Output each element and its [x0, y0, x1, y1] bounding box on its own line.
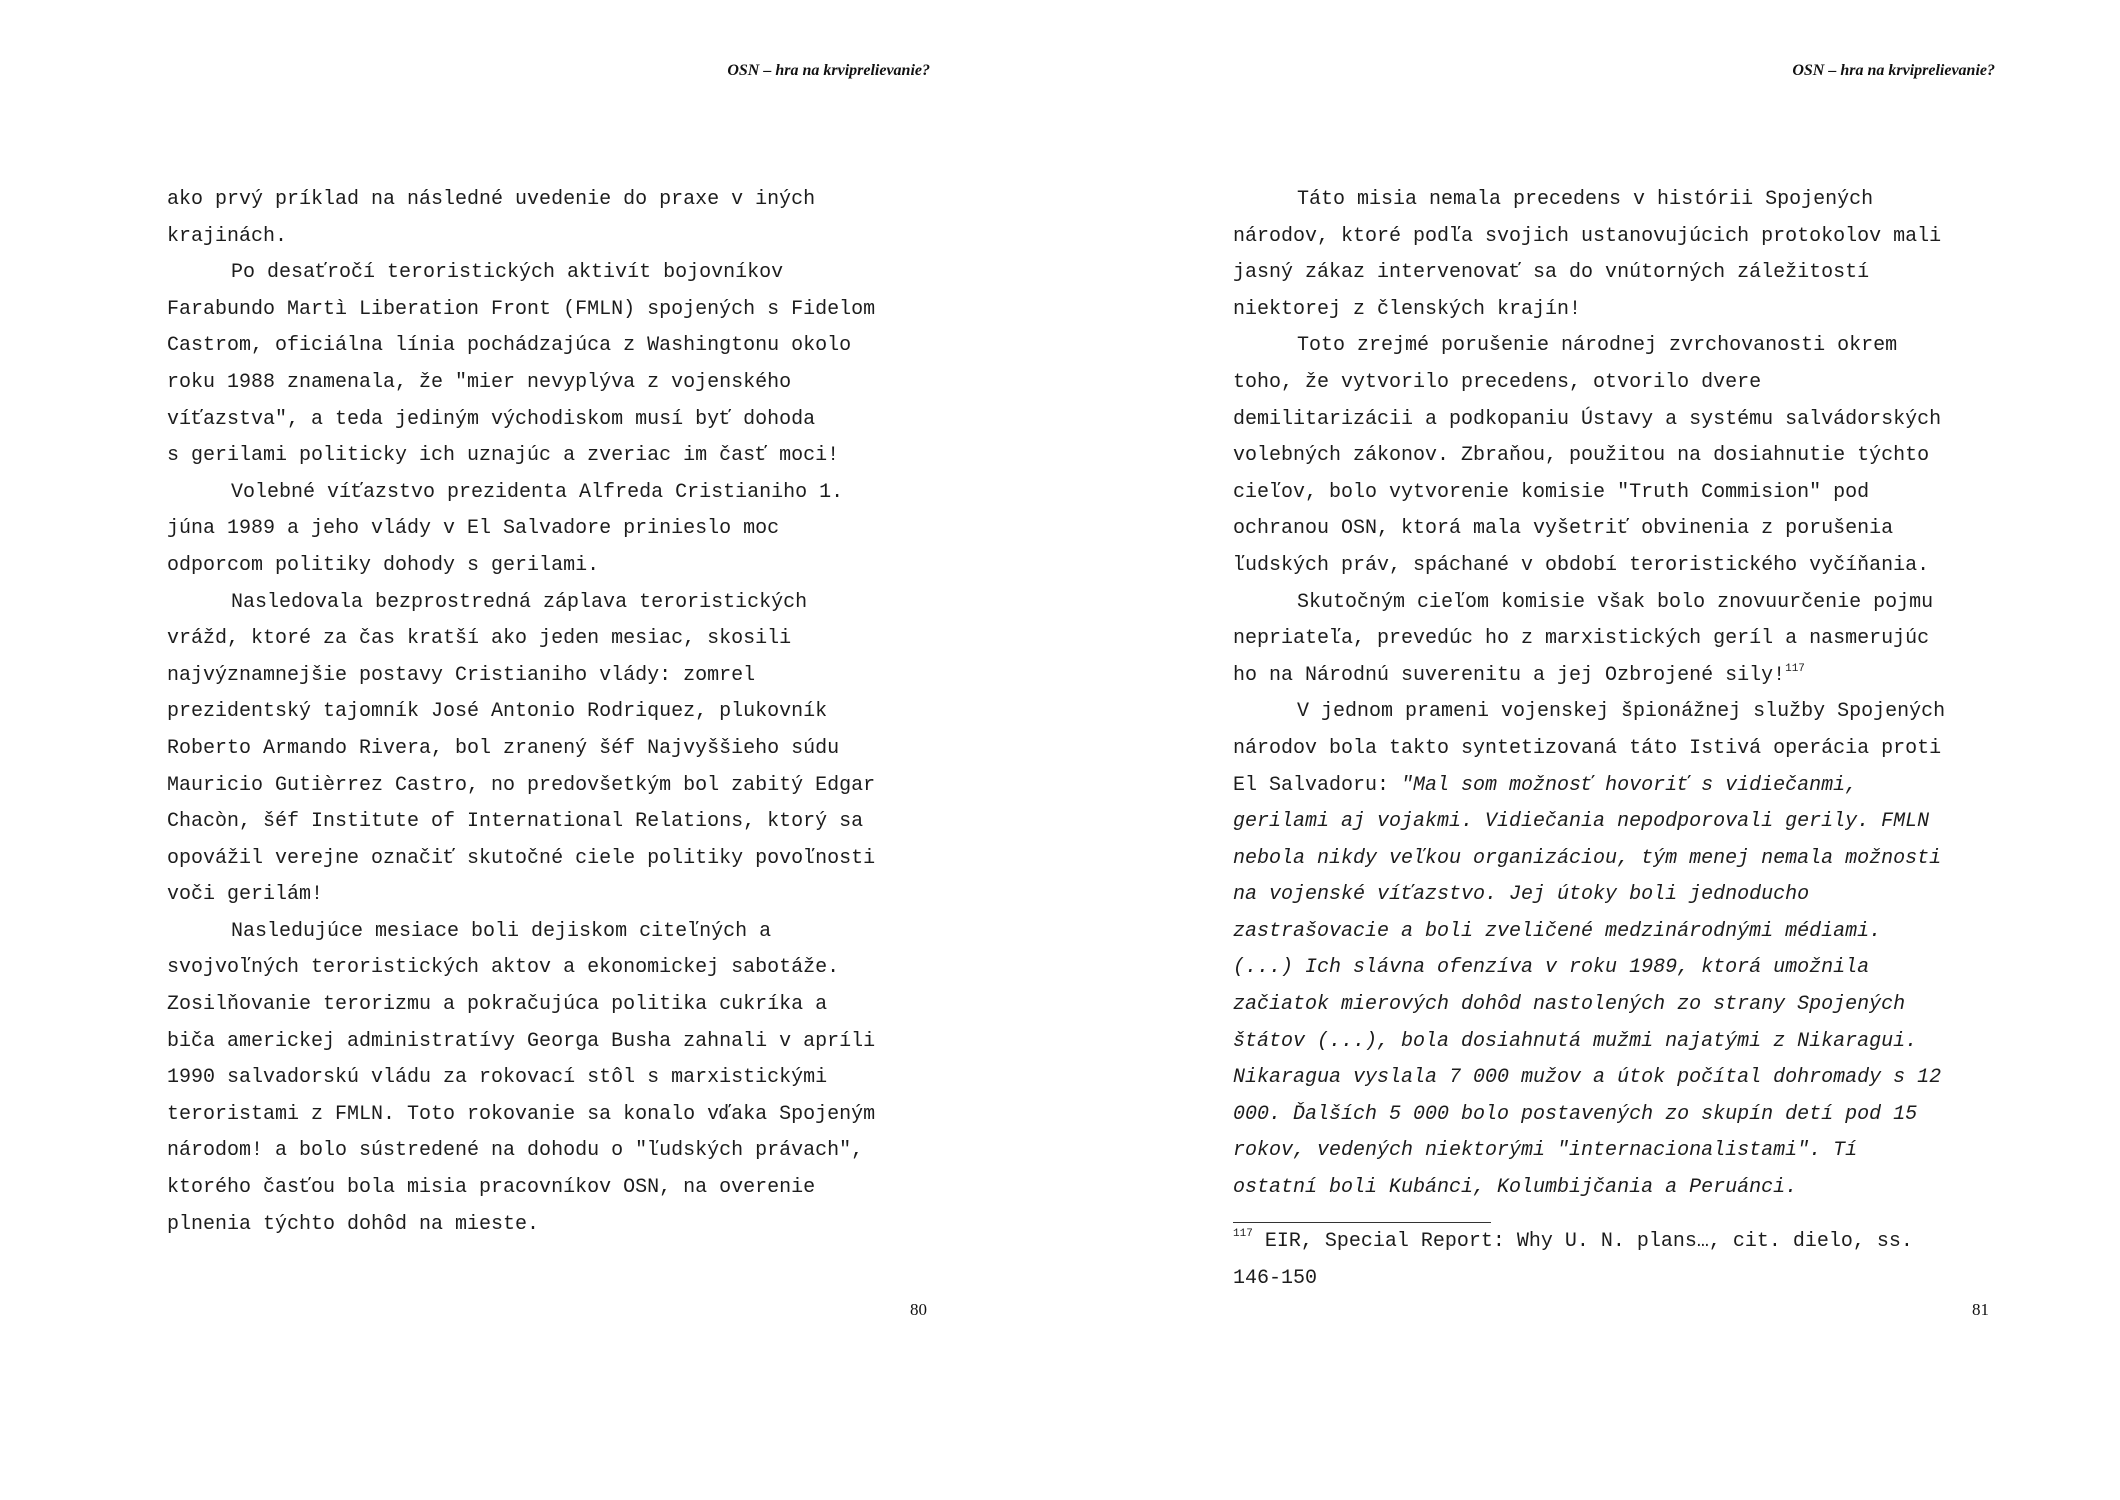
text-line: Toto zrejmé porušenie národnej zvrchovanosti okrem — [1297, 334, 1898, 358]
text-line: cieľov, bolo vytvorenie komisie "Truth Commision" pod — [1233, 480, 1870, 504]
text-line-segment: El Salvadoru: — [1233, 773, 1402, 797]
text-line — [1233, 768, 2023, 805]
text-line: víťazstva", a teda jediným východiskom musí byť dohoda — [167, 407, 816, 431]
footnote-text: EIR, Special Report: Why U. N. plans…, cit. dielo, ss. — [1252, 1230, 1913, 1253]
text-line: národov bola takto syntetizovaná táto Istivá operácia proti — [1233, 736, 1942, 760]
text-line: demilitarizácii a podkopaniu Ústavy a systému salvádorských — [1233, 407, 1942, 431]
text-line: národom! a bolo sústredené na dohodu o "ľudských právach", — [167, 1139, 864, 1163]
text-line: Chacòn, šéf Institute of International Relations, ktorý sa — [167, 810, 864, 834]
text-line: ktorého časťou bola misia pracovníkov OSN, na overenie — [167, 1176, 816, 1200]
footnote-line — [1233, 1224, 2023, 1261]
text-line: Castrom, oficiálna línia pochádzajúca z Washingtonu okolo — [167, 334, 852, 358]
left-page-body — [167, 182, 957, 1243]
running-header-right: OSN – hra na krviprelievanie? — [1792, 62, 1995, 79]
text-line: Zosilňovanie terorizmu a pokračujúca politika cukríka a — [167, 993, 828, 1017]
paragraph — [1233, 182, 2023, 328]
footnote-divider — [1233, 1222, 1491, 1223]
text-line: Nasledujúce mesiace boli dejiskom citeľných a — [231, 919, 772, 943]
text-line: Roberto Armando Rivera, bol zranený šéf Najvyššieho súdu — [167, 736, 840, 760]
text-line — [1233, 658, 2023, 695]
quote-line: štátov (...), bola dosiahnutá mužmi najatými z Nikaragui. — [1233, 1029, 1918, 1053]
text-line: Volebné víťazstvo prezidenta Alfreda Cristianiho 1. — [231, 480, 844, 504]
text-line: plnenia týchto dohôd na mieste. — [167, 1212, 540, 1236]
paragraph — [167, 182, 957, 255]
quote-line: ostatní boli Kubánci, Kolumbijčania a Peruánci. — [1233, 1176, 1798, 1200]
text-line: volebných zákonov. Zbraňou, použitou na dosiahnutie týchto — [1233, 444, 1930, 468]
text-line: teroristami z FMLN. Toto rokovanie sa konalo vďaka Spojeným — [167, 1102, 876, 1126]
footnote-text: 146-150 — [1233, 1266, 1318, 1290]
text-line: krajinách. — [167, 224, 288, 248]
text-line: toho, že vytvorilo precedens, otvorilo dvere — [1233, 370, 1762, 394]
text-line: niektorej z členských krajín! — [1233, 297, 1582, 321]
running-header-left: OSN – hra na krviprelievanie? — [727, 62, 930, 79]
footnote — [1233, 1224, 2023, 1297]
text-line: národov, ktoré podľa svojich ustanovujúcich protokolov mali — [1233, 224, 1942, 248]
text-line: opovážil verejne označiť skutočné ciele politiky povoľnosti — [167, 846, 876, 870]
text-line: svojvoľných teroristických aktov a ekonomickej sabotáže. — [167, 956, 840, 980]
footnote-reference[interactable]: 117 — [1785, 662, 1805, 675]
text-line: júna 1989 a jeho vlády v El Salvadore prinieslo moc — [167, 517, 780, 541]
quote-line: začiatok mierových dohôd nastolených zo strany Spojených — [1233, 993, 1906, 1017]
text-line: ľudských práv, spáchané v období teroristického vyčíňania. — [1233, 553, 1930, 577]
quote-line: rokov, vedených niektorými "internacionalistami". Tí — [1233, 1139, 1858, 1163]
text-line-segment: ho na Národnú suverenitu a jej Ozbrojené sily! — [1233, 663, 1786, 687]
paragraph — [167, 585, 957, 914]
right-page-body — [1233, 182, 2023, 1207]
quote-line: nebola nikdy veľkou organizáciou, tým menej nemala možnosti — [1233, 846, 1942, 870]
quote-line: (...) Ich slávna ofenzíva v roku 1989, ktorá umožnila — [1233, 956, 1870, 980]
text-line: Farabundo Martì Liberation Front (FMLN) spojených s Fidelom — [167, 297, 876, 321]
text-line: V jednom prameni vojenskej špionážnej služby Spojených — [1297, 700, 1946, 724]
text-line: Nasledovala bezprostredná záplava teroristických — [231, 590, 808, 614]
text-line: Skutočným cieľom komisie však bolo znovuurčenie pojmu — [1297, 590, 1934, 614]
quote-line: zastrašovacie a boli zveličené medzinárodnými médiami. — [1233, 919, 1882, 943]
text-line: Táto misia nemala precedens v histórii Spojených — [1297, 188, 1874, 211]
paragraph — [167, 914, 957, 1243]
text-line: roku 1988 znamenala, že "mier nevyplýva z vojenského — [167, 370, 792, 394]
text-line: vrážd, ktoré za čas kratší ako jeden mesiac, skosili — [167, 627, 792, 651]
paragraph — [167, 475, 957, 585]
text-line: odporcom politiky dohody s gerilami. — [167, 553, 600, 577]
text-line: ochranou OSN, ktorá mala vyšetriť obvinenia z porušenia — [1233, 517, 1894, 541]
text-line: Mauricio Gutièrrez Castro, no predovšetkým bol zabitý Edgar — [167, 773, 876, 797]
text-line: s gerilami politicky ich uznajúc a zveriac im časť moci! — [167, 444, 840, 468]
text-line: ako prvý príklad na následné uvedenie do praxe v iných — [167, 188, 816, 211]
paragraph — [167, 255, 957, 475]
text-line: Po desaťročí teroristických aktivít bojovníkov — [231, 261, 784, 285]
quote-line: 000. Ďalších 5 000 bolo postavených zo skupín detí pod 15 — [1233, 1102, 1918, 1126]
text-line: jasný zákaz intervenovať sa do vnútorných záležitostí — [1233, 261, 1870, 285]
right-page — [1060, 0, 2120, 1500]
quote-line: gerilami aj vojakmi. Vidiečania nepodporovali gerily. FMLN — [1233, 810, 1930, 834]
quote-text: "Mal som možnosť hovoriť s vidiečanmi, — [1401, 773, 1858, 797]
text-line: voči gerilám! — [167, 883, 324, 907]
quote-line: na vojenské víťazstvo. Jej útoky boli jednoducho — [1233, 883, 1810, 907]
footnote-number: 117 — [1233, 1228, 1253, 1240]
page-number-right: 81 — [1972, 1300, 1989, 1319]
paragraph — [1233, 694, 2023, 1206]
paragraph — [1233, 585, 2023, 695]
page-number-left: 80 — [910, 1300, 927, 1319]
text-line: biča americkej administratívy Georga Busha zahnali v apríli — [167, 1029, 876, 1053]
paragraph — [1233, 328, 2023, 584]
text-line: 1990 salvadorskú vládu za rokovací stôl s marxistickými — [167, 1066, 828, 1090]
text-line: najvýznamnejšie postavy Cristianiho vlády: zomrel — [167, 663, 756, 687]
quote-line: Nikaragua vyslala 7 000 mužov a útok počítal dohromady s 12 — [1233, 1066, 1942, 1090]
text-line: nepriateľa, prevedúc ho z marxistických geríl a nasmerujúc — [1233, 627, 1930, 651]
text-line: prezidentský tajomník José Antonio Rodriquez, plukovník — [167, 700, 828, 724]
